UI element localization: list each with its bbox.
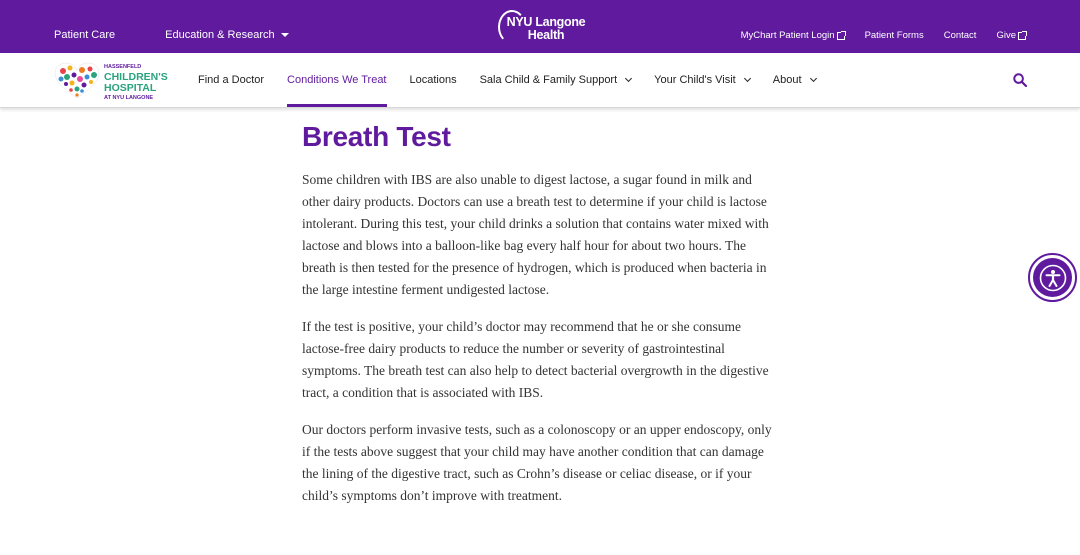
nav-item-conditions-we-treat[interactable]	[287, 53, 386, 107]
brand-line2: Health	[527, 28, 565, 42]
nav-item-label[interactable]: Locations	[409, 74, 457, 86]
accessibility-icon-bg	[1033, 258, 1072, 297]
top-link-patient-care[interactable]	[54, 29, 115, 41]
nav-item-your-childs-visit[interactable]	[654, 53, 750, 107]
external-link-icon	[837, 32, 845, 40]
top-link-education-research[interactable]	[165, 29, 288, 41]
brand-text	[506, 16, 586, 42]
logo-line4: AT NYU LANGONE	[104, 95, 154, 101]
search-icon[interactable]	[1013, 73, 1027, 87]
nav-item-label[interactable]: Find a Doctor	[198, 74, 265, 86]
external-link-icon	[1018, 32, 1026, 40]
main-nav-items	[198, 53, 839, 107]
top-link-give-label[interactable]: Give	[996, 30, 1016, 41]
nyu-langone-logo[interactable]	[498, 8, 588, 46]
top-left-links	[54, 29, 339, 41]
accessibility-button[interactable]	[1028, 253, 1077, 302]
nav-item-sala-child-family-support[interactable]	[480, 53, 632, 107]
logo-text	[104, 63, 168, 103]
accessibility-icon	[1039, 264, 1067, 292]
logo-line2: CHILDREN'S	[104, 71, 168, 83]
nav-item-label[interactable]: Sala Child & Family Support	[479, 74, 618, 86]
top-link-mychart-label[interactable]: MyChart Patient Login	[740, 30, 835, 41]
nav-item-label[interactable]: Conditions We Treat	[287, 74, 387, 86]
nav-item-about[interactable]	[773, 53, 816, 107]
nav-item-label[interactable]: About	[772, 74, 802, 86]
caret-down-icon	[281, 33, 289, 37]
logo-line3: HOSPITAL	[104, 82, 157, 94]
top-link-give[interactable]	[996, 30, 1026, 41]
top-link-education-research-label[interactable]: Education & Research	[165, 29, 275, 41]
top-link-contact[interactable]	[944, 30, 977, 41]
top-link-mychart[interactable]	[741, 30, 845, 41]
heart-logo-icon	[54, 62, 100, 100]
top-link-contact-label[interactable]: Contact	[943, 30, 977, 41]
paragraph: Some children with IBS are also unable to digest lactose, a sugar found in milk and other dairy products. Doctors can use a breath test to determine if your child is lactose intolerant. During this test, your child drinks a solution that contains water mixed with lactose and blows into a balloon-like bag every half hour for about two hours. The breath is then tested for the presence of hydrogen, which is produced when bacteria in the large intestine ferment undigested lactose.	[302, 172, 769, 297]
article-content	[302, 120, 782, 522]
nav-item-find-a-doctor[interactable]	[198, 53, 264, 107]
chevron-down-icon	[744, 75, 751, 82]
main-navigation	[0, 53, 1080, 108]
nav-item-locations[interactable]	[410, 53, 457, 107]
top-link-patient-care-label[interactable]: Patient Care	[54, 29, 116, 41]
brand-line1: NYU Langone	[506, 15, 586, 29]
top-link-patient-forms-label[interactable]: Patient Forms	[864, 30, 924, 41]
paragraph: Our doctors perform invasive tests, such as a colonoscopy or an upper endoscopy, only if the tests above suggest that your child may have another condition that can damage the lining of the digestive tract, such as Crohn’s disease or celiac disease, or if your child’s symptoms don’t improve with treatment.	[302, 422, 772, 503]
chevron-down-icon	[625, 75, 632, 82]
logo-line1: HASSENFELD	[104, 64, 142, 70]
chevron-down-icon	[809, 75, 816, 82]
top-link-patient-forms[interactable]	[865, 30, 924, 41]
section-heading: Breath Test	[302, 121, 451, 152]
top-utility-bar	[0, 0, 1080, 53]
top-right-links	[721, 30, 1026, 41]
nav-item-label[interactable]: Your Child's Visit	[654, 74, 736, 86]
hassenfeld-childrens-hospital-logo[interactable]	[54, 61, 174, 101]
paragraph: If the test is positive, your child’s doctor may recommend that he or she consume lactose-free dairy products to reduce the number or severity of gastrointestinal symptoms. The breath test can also help to detect bacterial overgrowth in the digestive tract, a condition that is associated with IBS.	[302, 319, 769, 400]
